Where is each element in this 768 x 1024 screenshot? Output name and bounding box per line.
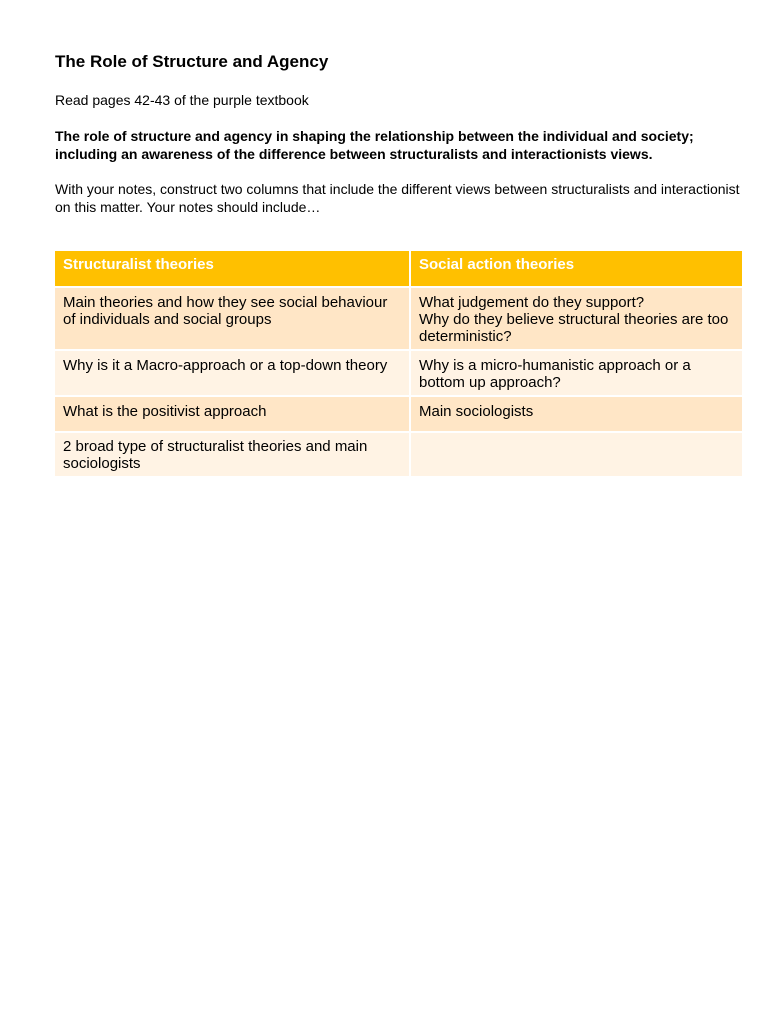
table-cell	[410, 350, 742, 396]
table-row	[55, 287, 742, 350]
table-row	[55, 432, 742, 477]
task-instructions: With your notes, construct two columns that include the different views between structuralists and interactionist on this matter. Your notes should include…	[55, 181, 740, 215]
specification-statement: The role of structure and agency in shaping the relationship between the individual and society; including an awareness of the difference between structuralists and interactionists views.	[55, 128, 694, 162]
cell-line: What judgement do they support?	[419, 294, 645, 311]
table-cell: Why is it a Macro-approach or a top-down theory	[55, 350, 410, 396]
reading-instruction: Read pages 42-43 of the purple textbook	[55, 92, 309, 108]
table-cell	[410, 432, 742, 477]
page-title: The Role of Structure and Agency	[55, 52, 329, 71]
table-cell: 2 broad type of structuralist theories and main sociologists	[55, 432, 410, 477]
document-body	[55, 51, 745, 216]
notes-table	[55, 251, 742, 478]
table-cell: Main theories and how they see social behaviour of individuals and social groups	[55, 287, 410, 350]
header-structuralist-theories: Structuralist theories	[55, 251, 410, 287]
cell-line: Main sociologists	[419, 403, 534, 420]
table-cell	[410, 287, 742, 350]
table-header-row	[55, 251, 742, 287]
table-row	[55, 396, 742, 432]
table-cell: What is the positivist approach	[55, 396, 410, 432]
cell-line: Why do they believe structural theories are too deterministic?	[419, 311, 729, 345]
table-row	[55, 350, 742, 396]
table-cell	[410, 396, 742, 432]
header-social-action-theories: Social action theories	[410, 251, 742, 287]
cell-line: Why is a micro-humanistic approach or a bottom up approach?	[419, 357, 691, 391]
